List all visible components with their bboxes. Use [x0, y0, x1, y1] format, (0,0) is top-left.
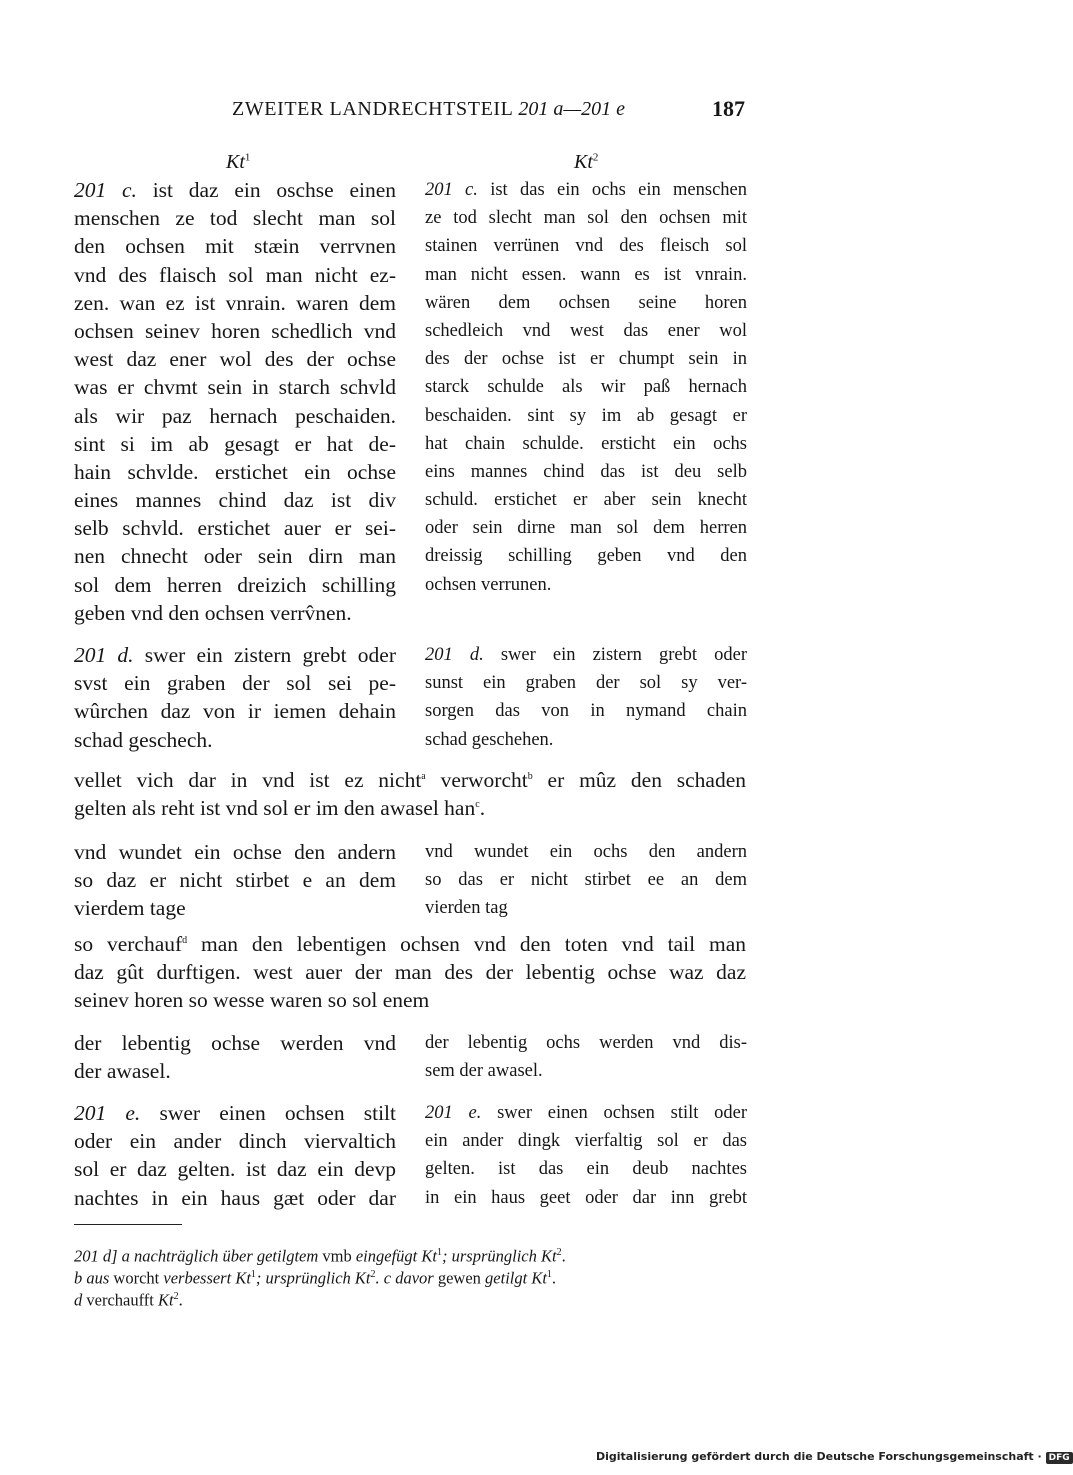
text-line: vierdem tage — [74, 896, 186, 921]
text-line: vnd wundet ein ochse den andern — [74, 840, 396, 864]
paragraph-201d-kt1 — [74, 641, 396, 754]
text-line: vnd des flaisch sol man nicht ez- — [74, 262, 396, 287]
text-line — [74, 794, 746, 822]
text-line: menschen ze tod slecht man sol — [74, 206, 396, 231]
text-line: sint si im ab gesagt er hat de- — [74, 431, 396, 456]
note-roman: . — [561, 1246, 566, 1266]
text-line — [74, 930, 746, 958]
text-line: ochsen verrunen. — [425, 574, 552, 595]
text-line: man nicht essen. wann es ist vnrain. — [425, 264, 747, 285]
paragraph-number: 201 d. — [74, 643, 134, 667]
note-italic: getilgt Kt — [480, 1268, 547, 1288]
footnote-marker: c — [475, 799, 480, 811]
paragraph-number: 201 e. — [74, 1101, 141, 1125]
note-italic: verbessert Kt — [159, 1268, 251, 1288]
text-line — [425, 641, 747, 669]
paragraph-wound-kt1 — [74, 838, 396, 923]
left-siglum-sup: 1 — [244, 151, 251, 164]
text-line: der awasel. — [74, 1059, 171, 1084]
paragraph-number: 201 e. — [425, 1103, 482, 1123]
note-italic: d — [74, 1290, 87, 1310]
text-line — [74, 766, 746, 794]
text-line: ze tod slecht man sol den ochsen mit — [425, 208, 747, 229]
footnotes — [74, 1242, 764, 1308]
footnote-line — [74, 1242, 764, 1264]
text-fragment: swer einen ochsen stilt oder — [481, 1103, 747, 1123]
note-italic: eingefügt Kt — [351, 1246, 437, 1266]
note-roman: verchaufft — [86, 1290, 154, 1310]
paragraph-201d-kt2 — [425, 641, 747, 754]
text-line: den ochsen mit stæin verrvnen — [74, 234, 396, 259]
text-line: schuld. erstichet er aber sein knecht — [425, 490, 747, 511]
note-sup: 1 — [436, 1247, 442, 1258]
text-line: vierden tag — [425, 898, 508, 919]
text-fragment: swer einen ochsen stilt — [140, 1101, 396, 1125]
footnote-rule — [74, 1224, 182, 1225]
text-fragment: so verchauf — [74, 932, 183, 956]
note-italic: Kt — [153, 1290, 174, 1310]
text-line: beschaiden. sint sy im ab gesagt er — [425, 405, 747, 426]
paragraph-201c-kt1 — [74, 176, 396, 627]
text-line: des der ochse ist er chumpt sein in — [425, 349, 747, 370]
text-line: als wir paz hernach peschaiden. — [74, 403, 396, 428]
text-line: hat chain schulde. ersticht ein ochs — [425, 433, 747, 454]
text-line: nachtes in ein haus gæt oder dar — [74, 1185, 396, 1210]
text-line: ochsen seinev horen schedlich vnd — [74, 318, 396, 343]
text-line: was er chvmt sein in starch schvld — [74, 375, 396, 400]
text-line: dreissig schilling geben vnd den — [425, 546, 747, 567]
text-fragment: gelten als reht ist vnd sol er im den awasel han — [74, 796, 476, 821]
text-line: selb schvld. erstichet auer er sei- — [74, 516, 396, 541]
paragraph-number: 201 c. — [74, 178, 137, 202]
text-line: vnd wundet ein ochs den andern — [425, 842, 747, 862]
text-fragment: man den lebentigen ochsen vnd den toten vnd tail man — [187, 932, 746, 956]
note-italic: ; ursprünglich Kt — [441, 1246, 557, 1266]
text-line: west daz ener wol des der ochse — [74, 347, 396, 372]
text-fragment: vellet vich dar in vnd ist ez nicht — [74, 768, 422, 792]
text-line: der lebentig ochse werden vnd — [74, 1031, 396, 1055]
paragraph-number: 201 c. — [425, 180, 478, 200]
text-line: schad geschech. — [74, 727, 213, 752]
text-fragment: ist das ein ochs ein menschen — [477, 180, 747, 200]
text-line: seinev horen so wesse waren so sol enem — [74, 988, 430, 1013]
footnote-marker: a — [421, 770, 426, 782]
text-fragment: swer ein zistern grebt oder — [133, 643, 396, 667]
text-line: eins mannes chind das ist deu selb — [425, 461, 747, 482]
text-line: sol dem herren dreizich schilling — [74, 572, 396, 597]
page-number: 187 — [712, 96, 745, 121]
note-italic: ; ursprünglich Kt — [255, 1268, 371, 1288]
running-title — [232, 98, 625, 121]
footnote-marker: b — [527, 770, 533, 782]
text-line: eines mannes chind daz ist div — [74, 488, 396, 513]
text-fragment: swer ein zistern grebt oder — [483, 645, 747, 665]
text-line: daz gût durftigen. west auer der man des der lebentig ochse waz daz — [74, 960, 746, 985]
text-line: sorgen das von in nymand chain — [425, 701, 747, 722]
note-roman: worcht — [113, 1268, 160, 1288]
shared-text-block-2 — [74, 930, 746, 1015]
text-line — [425, 176, 747, 204]
right-column-siglum — [574, 151, 598, 174]
text-line: wûrchen daz von ir iemen dehain — [74, 699, 396, 724]
text-line: gelten. ist das ein deub nachtes — [425, 1159, 747, 1180]
text-line: in ein haus geet oder dar inn grebt — [425, 1187, 747, 1208]
left-siglum-text: Kt — [226, 151, 245, 173]
paragraph-living-ox-kt1 — [74, 1029, 396, 1085]
text-line: sem der awasel. — [425, 1061, 543, 1082]
footer-text: Digitalisierung gefördert durch die Deutsche Forschungsgemeinschaft · — [596, 1450, 1042, 1463]
section-range: 201 a—201 e — [518, 98, 626, 120]
note-sup: 1 — [546, 1269, 552, 1280]
text-line: schad geschehen. — [425, 729, 554, 750]
paragraph-number: 201 d. — [425, 645, 484, 665]
text-line: ein ander dingk vierfaltig sol er das — [425, 1131, 747, 1152]
shared-text-block-1 — [74, 766, 746, 822]
note-sup: 2 — [370, 1269, 376, 1280]
text-line: hain schvlde. erstichet ein ochse — [74, 459, 396, 484]
note-italic: 201 d] a nachträglich über getilgtem — [74, 1246, 323, 1266]
text-fragment: . — [479, 796, 486, 821]
paragraph-201e-kt2 — [425, 1099, 747, 1212]
digitization-footer — [596, 1450, 1073, 1464]
text-line: oder sein dirne man sol dem herren — [425, 518, 747, 539]
dfg-logo: DFG — [1046, 1452, 1073, 1464]
footnote-line — [74, 1264, 764, 1286]
note-roman: gewen — [437, 1268, 481, 1288]
footnote-line — [74, 1286, 764, 1308]
running-title-text: ZWEITER LANDRECHTSTEIL — [232, 98, 513, 120]
right-siglum-sup: 2 — [592, 151, 599, 164]
text-line: stainen verrünen vnd des fleisch sol — [425, 236, 747, 257]
text-line: wären dem ochsen seine horen — [425, 292, 747, 313]
text-line: starck schulde als wir paß hernach — [425, 377, 747, 398]
running-head — [0, 98, 1000, 128]
text-line: zen. wan ez ist vnrain. waren dem — [74, 290, 396, 315]
note-sup: 1 — [250, 1269, 256, 1280]
text-line: schedleich vnd west das ener wol — [425, 320, 747, 341]
text-line: so daz er nicht stirbet e an dem — [74, 868, 396, 893]
right-siglum-text: Kt — [574, 151, 593, 173]
text-fragment: verworcht — [425, 768, 528, 792]
text-fragment: er mûz den schaden — [532, 768, 747, 792]
footnote-marker: d — [182, 934, 188, 946]
note-sup: 2 — [556, 1247, 562, 1258]
text-line: svst ein graben der sol sei pe- — [74, 671, 396, 696]
note-roman: . — [178, 1290, 183, 1310]
text-line: sunst ein graben der sol sy ver- — [425, 673, 747, 694]
text-line — [74, 1099, 396, 1127]
text-line: sol er daz gelten. ist daz ein devp — [74, 1157, 396, 1182]
note-italic: b aus — [74, 1268, 114, 1288]
note-roman: vmb — [322, 1246, 352, 1266]
note-sup: 2 — [173, 1291, 179, 1302]
text-line: so das er nicht stirbet ee an dem — [425, 870, 747, 891]
text-line: der lebentig ochs werden vnd dis- — [425, 1033, 747, 1053]
text-line — [74, 176, 396, 204]
text-line — [425, 1099, 747, 1127]
note-italic: . c davor — [375, 1268, 438, 1288]
paragraph-wound-kt2 — [425, 838, 747, 923]
paragraph-201e-kt1 — [74, 1099, 396, 1212]
paragraph-living-ox-kt2 — [425, 1029, 747, 1085]
text-line: oder ein ander dinch viervaltich — [74, 1129, 396, 1154]
left-column-siglum — [226, 151, 250, 174]
note-roman: . — [551, 1268, 557, 1288]
text-line — [74, 641, 396, 669]
text-line: geben vnd den ochsen verrv̂nen. — [74, 600, 352, 625]
text-line: nen chnecht oder sein dirn man — [74, 544, 396, 569]
paragraph-201c-kt2 — [425, 176, 747, 599]
text-fragment: ist daz ein oschse einen — [136, 178, 397, 202]
